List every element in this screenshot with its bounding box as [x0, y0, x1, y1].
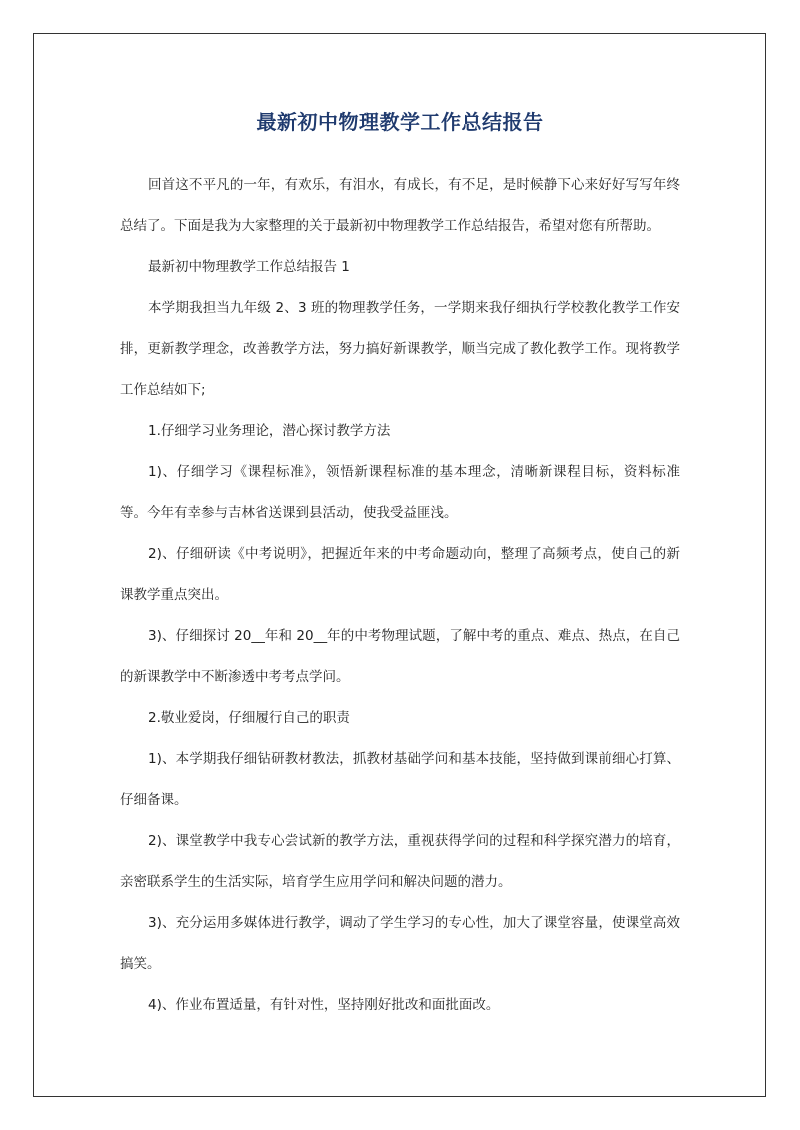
list-item: 2)、仔细研读《中考说明》，把握近年来的中考命题动向，整理了高频考点，使自己的新课教学重点突出。 — [120, 546, 680, 603]
list-item: 1)、本学期我仔细钻研教材教法，抓教材基础学问和基本技能，坚持做到课前细心打算、仔细备课。 — [120, 751, 680, 808]
section-heading: 1.仔细学习业务理论，潜心探讨教学方法 — [148, 423, 391, 439]
document-body — [120, 165, 680, 1026]
list-item: 2)、课堂教学中我专心尝试新的教学方法，重视获得学问的过程和科学探究潜力的培育，亲密联系学生的生活实际，培育学生应用学问和解决问题的潜力。 — [120, 833, 680, 890]
report-heading: 最新初中物理教学工作总结报告 1 — [148, 259, 350, 275]
document-title: 最新初中物理教学工作总结报告 — [256, 110, 544, 134]
list-item: 3)、仔细探讨 20__年和 20__年的中考物理试题，了解中考的重点、难点、热点，在自己的新课教学中不断渗透中考考点学问。 — [120, 628, 680, 685]
section-heading: 2.敬业爱岗，仔细履行自己的职责 — [148, 710, 350, 726]
list-item: 3)、充分运用多媒体进行教学，调动了学生学习的专心性，加大了课堂容量，使课堂高效搞笑。 — [120, 915, 680, 972]
list-item: 1)、仔细学习《课程标准》，领悟新课程标准的基本理念，清晰新课程目标，资料标准等。今年有幸参与吉林省送课到县活动，使我受益匪浅。 — [120, 464, 680, 521]
body-paragraph: 本学期我担当九年级 2、3 班的物理教学任务，一学期来我仔细执行学校教化教学工作安排，更新教学理念，改善教学方法，努力搞好新课教学，顺当完成了教化教学工作。现将教学工作总结如下; — [120, 300, 680, 398]
list-item: 4)、作业布置适量，有针对性，坚持刚好批改和面批面改。 — [148, 997, 500, 1013]
intro-paragraph: 回首这不平凡的一年，有欢乐，有泪水，有成长，有不足，是时候静下心来好好写写年终总结了。下面是我为大家整理的关于最新初中物理教学工作总结报告，希望对您有所帮助。 — [120, 177, 680, 234]
